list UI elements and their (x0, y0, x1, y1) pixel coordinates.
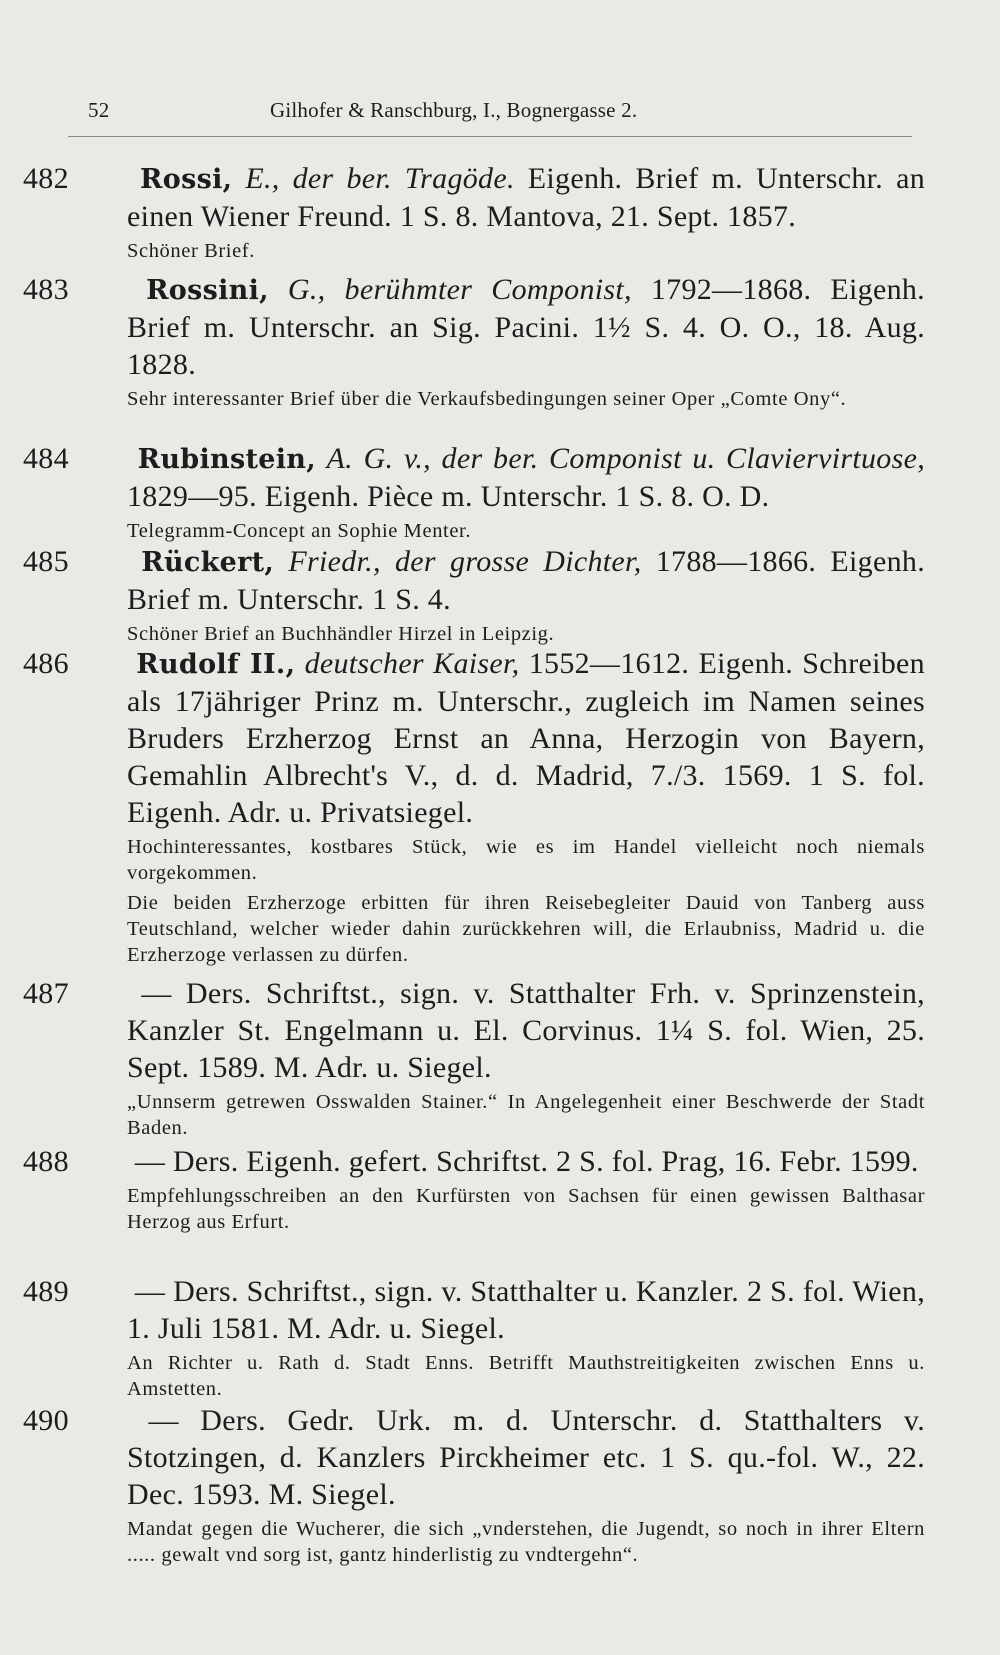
catalog-entry-490 (23, 1402, 925, 1568)
entry-role: E., der ber. Tragöde. (245, 162, 515, 195)
entry-name: Rudolf II., (136, 649, 296, 680)
entry-text (23, 1143, 925, 1180)
entry-description: — Ders. Eigenh. gefert. Schriftst. 2 S. fol. Prag, 16. Febr. 1599. (134, 1145, 919, 1178)
entry-name: Rossini, (146, 275, 269, 306)
entry-number: 483 (23, 273, 69, 306)
entry-number: 490 (23, 1404, 69, 1437)
catalog-entry-488 (23, 1143, 925, 1235)
entry-description: 1552—1612. Eigenh. Schreiben als 17jähriger Prinz m. Unterschr., zugleich im Namen seines Bruders Erzherzog Ernst an Anna, Herzogin von Bayern, Gemahlin Albrecht's V., d. d. Madrid, 7./3. 1569. 1 S. fol. Eigenh. Adr. u. Privatsiegel. (127, 647, 925, 829)
entry-number: 487 (23, 977, 69, 1010)
entry-description: — Ders. Gedr. Urk. m. d. Unterschr. d. Statthalters v. Stotzingen, d. Kanzlers Pirckheimer etc. 1 S. qu.-fol. W., 22. Dec. 1593. M. Siegel. (127, 1404, 925, 1511)
catalog-entry-484 (23, 440, 925, 544)
entry-role: Friedr., der grosse Dichter, (288, 545, 642, 578)
entry-role: G., berühmter Componist, (287, 273, 632, 306)
entry-number: 486 (23, 647, 69, 680)
catalog-entry-482 (23, 160, 925, 264)
catalog-entry-489 (23, 1273, 925, 1402)
entry-text (23, 543, 925, 618)
entry-number: 489 (23, 1275, 69, 1308)
entry-note: Schöner Brief an Buchhändler Hirzel in Leipzig. (127, 623, 555, 645)
entry-name: Rossi, (140, 164, 233, 195)
page-number: 52 (88, 98, 110, 122)
entry-note: Empfehlungsschreiben an den Kurfürsten von Sachsen für einen gewissen Balthasar Herzog aus Erfurt. (127, 1185, 925, 1233)
entry-number: 482 (23, 162, 69, 195)
entry-description: 1792—1868. Eigenh. Brief m. Unterschr. an Sig. Pacini. 1½ S. 4. O. O., 18. Aug. 1828. (127, 273, 925, 381)
entry-text (23, 1402, 925, 1513)
entry-number: 484 (23, 442, 69, 475)
entry-text (23, 440, 925, 515)
running-title: Gilhofer & Ranschburg, I., Bognergasse 2. (270, 98, 638, 122)
entry-description: — Ders. Schriftst., sign. v. Statthalter u. Kanzler. 2 S. fol. Wien, 1. Juli 1581. M. Adr. u. Siegel. (127, 1275, 925, 1345)
entry-note: Sehr interessanter Brief über die Verkaufsbedingungen seiner Oper „Comte Ony“. (127, 388, 847, 410)
entry-note: Mandat gegen die Wucherer, die sich „vnderstehen, die Jugendt, so noch in ihrer Eltern ..... gewalt vnd sorg ist, gantz hinderlistig zu vndtergehn“. (127, 1518, 925, 1566)
entry-note: Die beiden Erzherzoge erbitten für ihren Reisebegleiter Dauid von Tanberg auss Teutschland, welcher wieder dahin zurückkehren will, die Erlaubniss, Madrid u. die Erzherzoge verlassen zu dürfen. (127, 892, 925, 966)
entry-name: Rückert, (141, 547, 275, 578)
entry-role: deutscher Kaiser, (304, 647, 520, 680)
entry-description: 1829—95. Eigenh. Pièce m. Unterschr. 1 S. 8. O. D. (127, 480, 770, 513)
entry-note: An Richter u. Rath d. Stadt Enns. Betrifft Mauthstreitigkeiten zwischen Enns u. Amstetten. (127, 1352, 925, 1400)
entry-number: 488 (23, 1145, 69, 1178)
catalog-entry-487 (23, 975, 925, 1141)
entry-text (23, 271, 925, 383)
entry-text (23, 160, 925, 235)
catalog-entry-483 (23, 271, 925, 412)
header-rule (68, 136, 912, 137)
entry-text (23, 645, 925, 831)
entry-description: — Ders. Schriftst., sign. v. Statthalter Frh. v. Sprinzenstein, Kanzler St. Engelmann u. El. Corvinus. 1¼ S. fol. Wien, 25. Sept. 1589. M. Adr. u. Siegel. (127, 977, 925, 1084)
entry-note: Hochinteressantes, kostbares Stück, wie es im Handel vielleicht noch niemals vorgekommen. (127, 836, 925, 884)
entry-text (23, 975, 925, 1086)
catalog-entry-485 (23, 543, 925, 647)
entry-role: A. G. v., der ber. Componist u. Claviervirtuose, (326, 442, 925, 475)
entry-note: Telegramm-Concept an Sophie Menter. (127, 520, 472, 542)
entry-note: Schöner Brief. (127, 240, 255, 262)
entry-number: 485 (23, 545, 69, 578)
catalog-entry-486 (23, 645, 925, 968)
entry-description: Eigenh. Brief m. Unterschr. an einen Wiener Freund. 1 S. 8. Mantova, 21. Sept. 1857. (127, 162, 925, 233)
entry-note: „Unnserm getrewen Osswalden Stainer.“ In Angelegenheit einer Beschwerde der Stadt Baden. (127, 1091, 925, 1139)
entry-name: Rubinstein, (137, 444, 316, 475)
entry-text (23, 1273, 925, 1347)
entry-description: 1788—1866. Eigenh. Brief m. Unterschr. 1 S. 4. (127, 545, 925, 616)
page-header (88, 98, 908, 130)
